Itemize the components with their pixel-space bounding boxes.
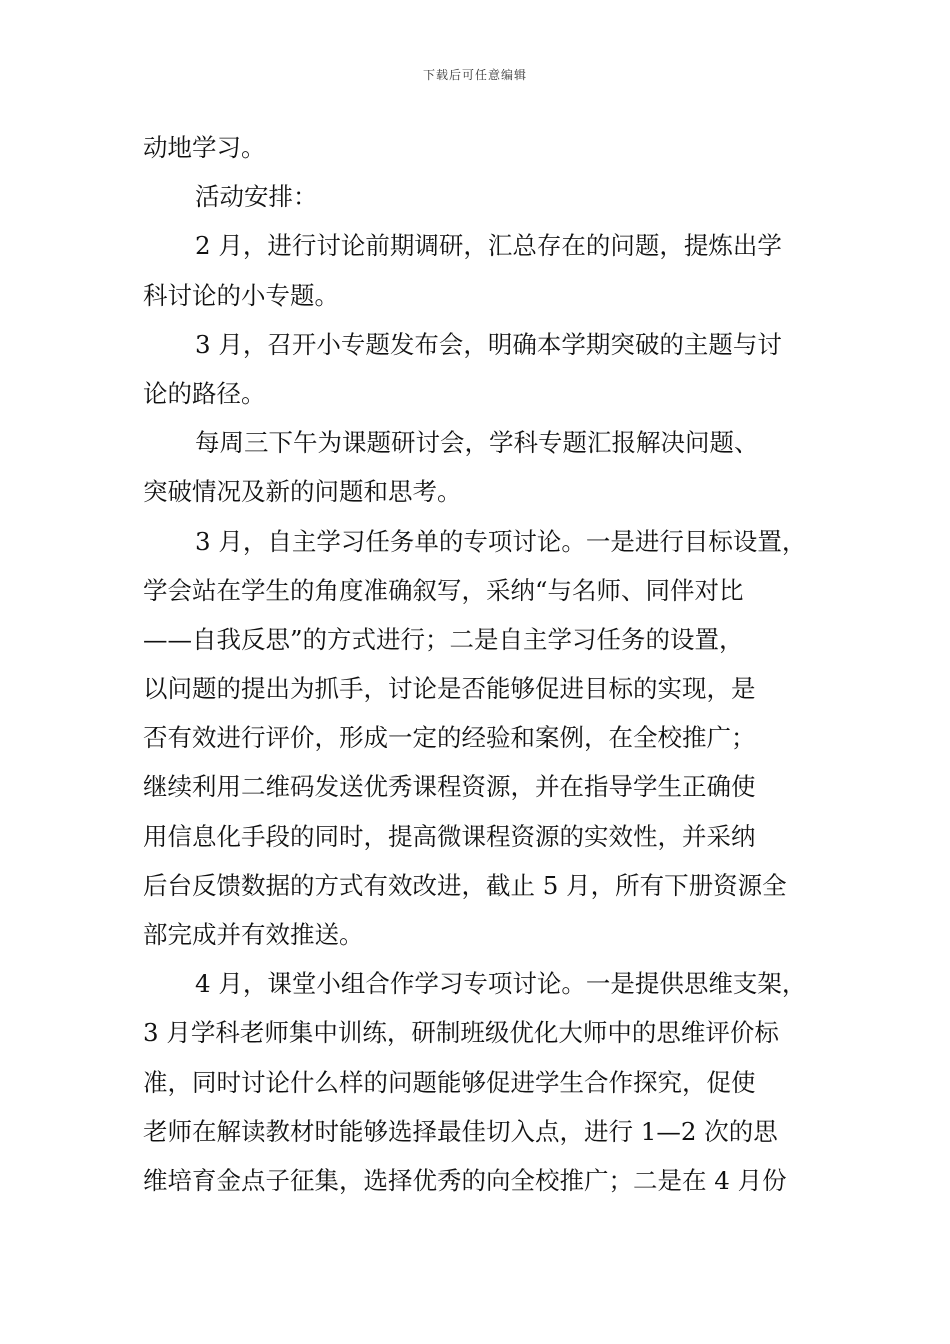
text-line: 科讨论的小专题。 xyxy=(143,280,339,310)
text-line: 用信息化手段的同时，提高微课程资源的实效性，并采纳 xyxy=(143,821,756,851)
text-line: 论的路径。 xyxy=(143,378,266,408)
text-line: 3 月，自主学习任务单的专项讨论。一是进行目标设置， xyxy=(195,526,807,556)
text-line: 继续利用二维码发送优秀课程资源，并在指导学生正确使 xyxy=(143,772,756,802)
text-line: 老师在解读教材时能够选择最佳切入点，进行 1—2 次的思 xyxy=(143,1116,778,1146)
text-line: 后台反馈数据的方式有效改进，截止 5 月，所有下册资源全 xyxy=(143,870,787,900)
text-line: 维培育金点子征集，选择优秀的向全校推广；二是在 4 月份 xyxy=(143,1165,787,1195)
page-header: 下载后可任意编辑 xyxy=(422,68,527,82)
text-line: 突破情况及新的问题和思考。 xyxy=(143,477,462,507)
text-line: 否有效进行评价，形成一定的经验和案例，在全校推广； xyxy=(143,723,756,753)
text-line: 学会站在学生的角度准确叙写，采纳“与名师、同伴对比 xyxy=(143,575,744,605)
text-line: 3 月，召开小专题发布会，明确本学期突破的主题与讨 xyxy=(195,329,782,359)
text-line: 3 月学科老师集中训练，研制班级优化大师中的思维评价标 xyxy=(143,1018,779,1048)
text-line: ——自我反思”的方式进行；二是自主学习任务的设置， xyxy=(143,624,744,654)
text-line: 4 月，课堂小组合作学习专项讨论。一是提供思维支架， xyxy=(195,969,807,999)
text-line: 动地学习。 xyxy=(143,133,266,162)
text-line: 活动安排： xyxy=(195,182,318,212)
text-line: 以问题的提出为抓手，讨论是否能够促进目标的实现，是 xyxy=(143,674,756,704)
text-line: 2 月，进行讨论前期调研，汇总存在的问题，提炼出学 xyxy=(195,231,782,261)
text-line: 准，同时讨论什么样的问题能够促进学生合作探究，促使 xyxy=(143,1067,756,1097)
text-line: 部完成并有效推送。 xyxy=(143,920,364,949)
document-body xyxy=(143,123,833,1205)
text-line: 每周三下午为课题研讨会，学科专题汇报解决问题、 xyxy=(195,428,759,458)
